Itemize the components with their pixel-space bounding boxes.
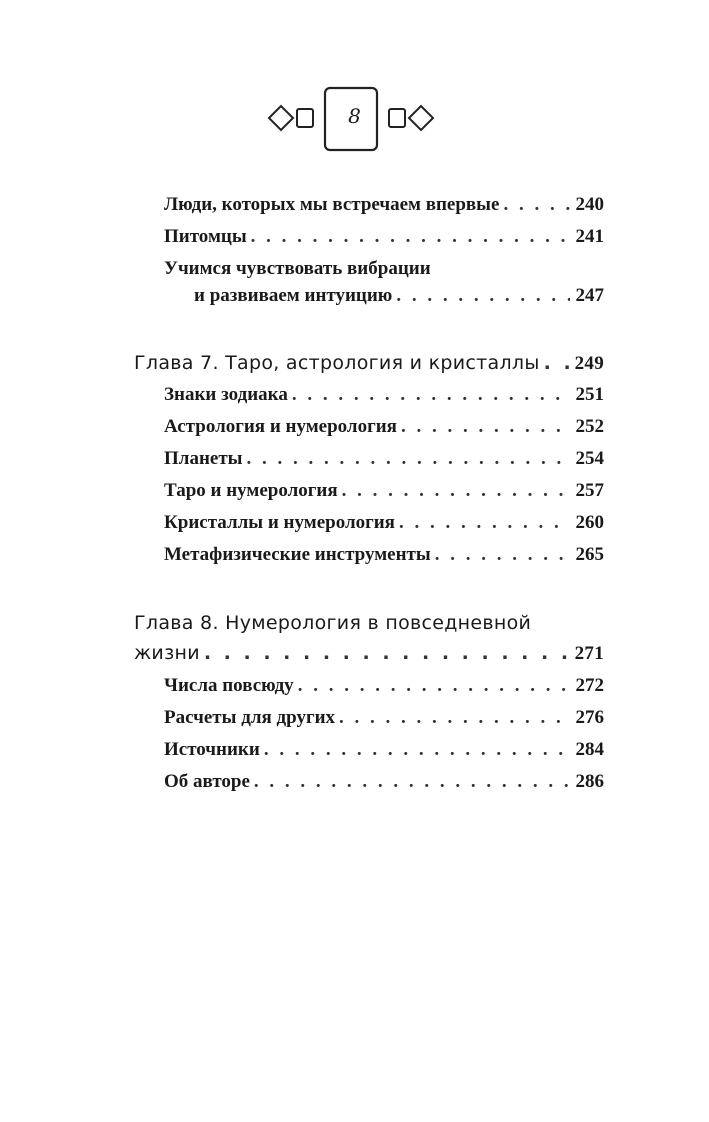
toc-entry[interactable] bbox=[164, 478, 604, 504]
toc-entry-title: Таро и нумерология bbox=[164, 480, 338, 501]
page-number: 8 bbox=[348, 104, 361, 128]
toc-entry-title-line1[interactable]: Учимся чувствовать вибрации bbox=[164, 258, 431, 279]
toc-entry-title: Питомцы bbox=[164, 226, 247, 247]
toc-entry[interactable] bbox=[164, 542, 604, 568]
dot-leader bbox=[339, 705, 569, 731]
chapter-title: Глава 7. Таро, астрология и кристаллы bbox=[134, 352, 540, 374]
toc-entry[interactable] bbox=[164, 224, 604, 250]
toc-entry-title: Планеты bbox=[164, 448, 243, 469]
toc-entry-page: 247 bbox=[575, 285, 604, 306]
dot-leader bbox=[247, 446, 570, 472]
toc-entry[interactable] bbox=[164, 446, 604, 472]
toc-entry-title: Астрология и нумерология bbox=[164, 416, 397, 437]
toc-chapter-entry[interactable] bbox=[134, 640, 604, 666]
toc-entry-title: Кристаллы и нумерология bbox=[164, 512, 395, 533]
dot-leader bbox=[401, 414, 570, 440]
toc-entry-page: 251 bbox=[575, 384, 604, 405]
toc-entry-page: 265 bbox=[575, 544, 604, 565]
dot-leader bbox=[298, 673, 570, 699]
toc-entry-title: и развиваем интуицию bbox=[194, 285, 393, 306]
dot-leader bbox=[264, 737, 570, 763]
toc-entry[interactable] bbox=[194, 283, 604, 309]
toc-entry-page: 254 bbox=[575, 448, 604, 469]
toc-entry[interactable] bbox=[164, 769, 604, 795]
dot-leader bbox=[204, 640, 569, 666]
toc-entry-title: Об авторе bbox=[164, 771, 250, 792]
toc-entry-page: 286 bbox=[575, 771, 604, 792]
toc-entry-page: 284 bbox=[575, 739, 604, 760]
dot-leader bbox=[292, 382, 570, 408]
dot-leader bbox=[396, 283, 569, 309]
toc-entry[interactable] bbox=[164, 414, 604, 440]
dot-leader bbox=[251, 224, 570, 250]
toc-entry-title: Источники bbox=[164, 739, 260, 760]
toc-entry-title: Числа повсюду bbox=[164, 675, 294, 696]
dot-leader bbox=[342, 478, 570, 504]
toc-entry-title: Знаки зодиака bbox=[164, 384, 288, 405]
dot-leader bbox=[503, 192, 569, 218]
toc-entry[interactable] bbox=[164, 382, 604, 408]
dot-leader bbox=[399, 510, 570, 536]
toc-entry-page: 257 bbox=[575, 480, 604, 501]
toc-entry[interactable] bbox=[164, 510, 604, 536]
toc-entry-page: 260 bbox=[575, 512, 604, 533]
dot-leader bbox=[254, 769, 570, 795]
toc-entry-page: 241 bbox=[575, 226, 604, 247]
toc-entry[interactable] bbox=[164, 192, 604, 218]
toc-entry-title: Расчеты для других bbox=[164, 707, 336, 728]
toc-entry-page: 252 bbox=[575, 416, 604, 437]
chapter-title: жизни bbox=[134, 642, 200, 664]
chapter-title-line1[interactable]: Глава 8. Нумерология в повседневной bbox=[134, 612, 532, 634]
chapter-page: 249 bbox=[574, 353, 604, 374]
toc-entry-page: 272 bbox=[575, 675, 604, 696]
toc-entry-page: 240 bbox=[575, 194, 604, 215]
toc-entry-title: Метафизические инструменты bbox=[164, 544, 431, 565]
toc-entry[interactable] bbox=[164, 673, 604, 699]
toc-chapter-entry[interactable] bbox=[134, 350, 604, 376]
dot-leader bbox=[544, 350, 569, 376]
toc-entry[interactable] bbox=[164, 737, 604, 763]
chapter-page: 271 bbox=[574, 643, 604, 664]
dot-leader bbox=[435, 542, 570, 568]
toc-entry[interactable] bbox=[164, 705, 604, 731]
toc-entry-page: 276 bbox=[575, 707, 604, 728]
toc-entry-title: Люди, которых мы встречаем впервые bbox=[164, 194, 500, 215]
